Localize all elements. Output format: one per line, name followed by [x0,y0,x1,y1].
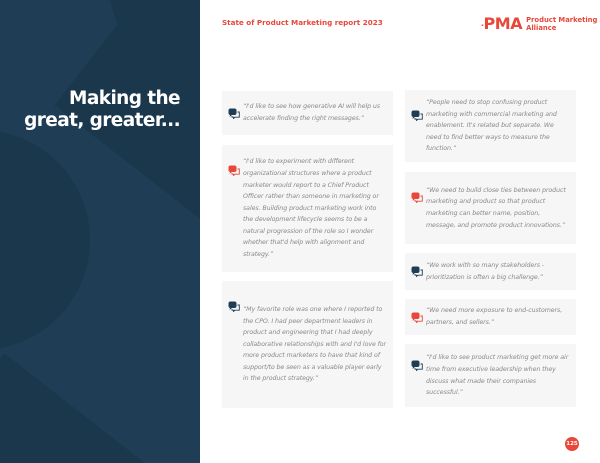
quote-text: “People need to stop confusing product marketing with commercial marketing and enablement. It's related but separate. We need to find better ways to measure the function.” [426,99,557,153]
report-title: State of Product Marketing report 2023 [222,18,383,27]
pma-logo [481,16,597,32]
quote-text: “I'd like to experiment with different organizational structures where a product marketer would report to a Chief Product Officer rather than someone in marketing or sales. Building product marketing work into the development lifecycle seems to be a natural progression of the role so I wonder whether that'd help with alignment and strategy.” [243,158,379,259]
speech-bubbles-icon [411,312,423,323]
speech-bubbles-icon [411,266,423,277]
decorative-shape [0,130,90,350]
quote-card [405,299,576,335]
speech-bubbles-icon [411,360,423,371]
speech-bubbles-icon [228,108,240,119]
quote-card [405,344,576,407]
page-number-badge: 125 [565,437,579,451]
logo-text: Product Marketing Alliance [526,16,598,32]
quote-text: “We need to build close ties between product marketing and product so that product marketing can better name, position, message, and promote product innovations.” [426,186,566,229]
quote-card [405,253,576,290]
quote-text: “I'd like to see product marketing get more air time from executive leadership when they discuss what made their companies successful.” [426,354,569,397]
quote-card [222,91,393,135]
logo-mark: .PMA [481,14,523,33]
section-title-line1: Making the [69,88,180,109]
quote-card [405,172,576,244]
quote-card [222,145,393,272]
speech-bubbles-icon [411,192,423,203]
quote-text: “I'd like to see how generative AI will help us accelerate finding the right messages.” [243,103,380,122]
decorative-shape [0,353,162,463]
speech-bubbles-icon [228,301,240,312]
quote-card [405,90,576,162]
section-title [24,88,180,132]
quote-text: “We need more exposure to end-customers, partners, and sellers.” [426,307,563,326]
sidebar-panel [0,0,200,463]
quote-text: “My favorite role was one where I reported to the CPO. I had peer department leaders in product and engineering that I had deeply collaborative relationships with and I'd love for more product marketers to have that kind of support/to be seen as a valuable player early in the product strategy.” [243,305,386,383]
speech-bubbles-icon [411,110,423,121]
speech-bubbles-icon [228,165,240,176]
quote-card [222,281,393,408]
quote-text: “We work with so many stakeholders - prioritization is often a big challenge.” [426,261,544,281]
section-title-line2: great, greater... [24,110,180,131]
